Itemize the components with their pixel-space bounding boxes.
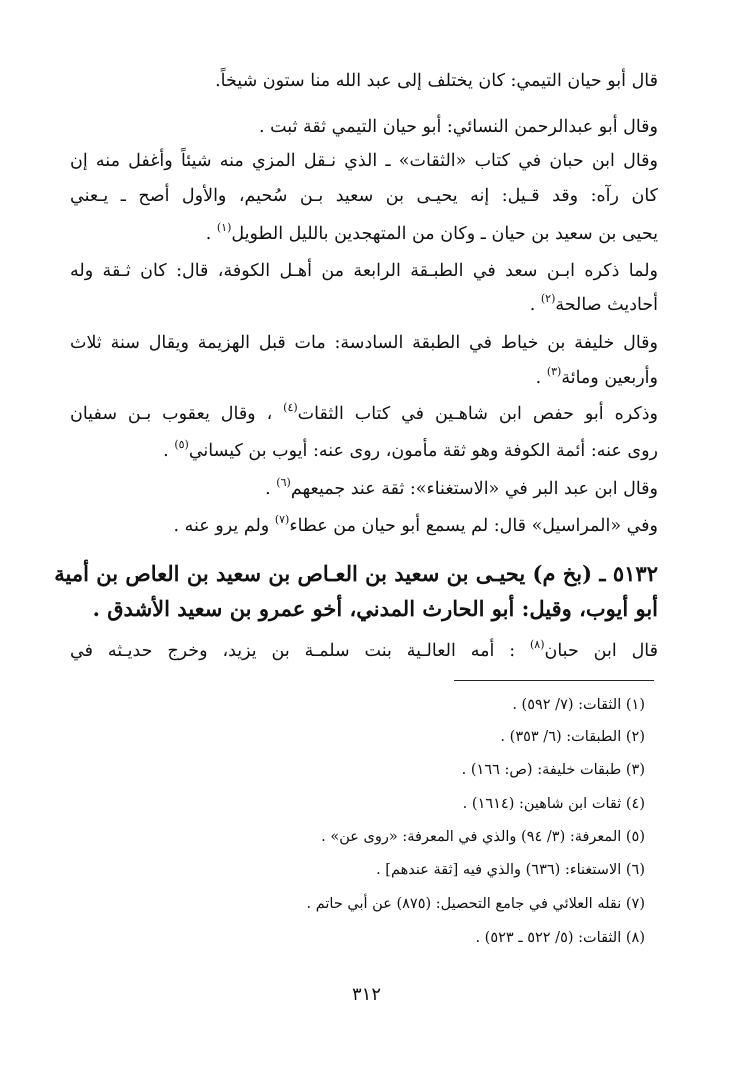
body-line-14 — [70, 636, 658, 666]
body-line-10 — [70, 399, 658, 429]
body-line-12-text: وقال ابن عبد البر في «الاستغناء»: ثقة عند جميعهم — [290, 479, 658, 499]
body-line-12-dot: . — [265, 479, 271, 499]
body-line-10-text-b: ، وقال يعقوب بـن سفيان — [70, 404, 273, 424]
footnote-ref-5: (٥) — [174, 438, 189, 451]
body-line-1: قال أبو حيان التيمي: كان يختلف إلى عبد الله منا ستون شيخاً. — [215, 71, 658, 91]
footnote-3: (٣) طبقات خليفة: (ص: ١٦٦) . — [461, 762, 645, 778]
footnote-5: (٥) المعرفة: (٣/ ٩٤) والذي في المعرفة: «روى عن» . — [321, 829, 645, 845]
body-line-4: كان رآه: وقد قـيل: إنه يحيـى بن سعيد بـن سُحيم، والأول أصح ـ يـعني — [70, 186, 658, 206]
entry-heading-line-2: أبو أيوب، وقيل: أبو الحارث المدني، أخو عمرو بن سعيد الأشدق . — [92, 596, 658, 621]
body-line-10-text-a: وذكره أبو حفص ابن شاهـين في كتاب الثقات — [297, 404, 658, 424]
footnote-6: (٦) الاستغناء: (٦٣٦) والذي فيه [ثقة عندهم] . — [376, 862, 645, 878]
page-number: ٣١٢ — [351, 984, 381, 1005]
body-line-9-text: وأربعين ومائة — [561, 368, 658, 388]
footnote-ref-3: (٣) — [546, 365, 562, 378]
body-line-11-dot: . — [163, 441, 169, 461]
body-line-6: ولما ذكره ابـن سعد في الطبـقة الرابعة من أهـل الكوفة، قال: كان ثـقة وله — [70, 261, 658, 281]
body-line-14-text-b: : أمه العالـية بنت سلمـة بن يزيد، وخرج حديـثه في — [70, 641, 516, 661]
body-line-13-text: وفي «المراسيل» قال: لم يسمع أبو حيان من عطاء — [289, 516, 658, 536]
footnote-ref-8: (٨) — [529, 638, 545, 651]
footnote-ref-4: (٤) — [283, 401, 298, 414]
footnote-4: (٤) ثقات ابن شاهين: (١٦١٤) . — [462, 796, 645, 812]
body-line-9-dot: . — [535, 368, 542, 388]
body-line-8: وقال خليفة بن خياط في الطبقة السادسة: مات قبل الهزيمة ويقال سنة ثلاث — [70, 333, 658, 353]
body-line-7-text: أحاديث صالحة — [555, 295, 658, 315]
body-line-11-text: روى عنه: أئمة الكوفة وهو ثقة مأمون، روى عنه: أيوب بن كيساني — [188, 441, 658, 461]
body-line-12 — [70, 474, 658, 504]
footnote-1: (١) الثقات: (٧/ ٥٩٢) . — [512, 697, 645, 713]
body-line-14-text-a: قال ابن حبان — [544, 641, 658, 661]
body-line-9 — [70, 363, 658, 393]
footnote-8: (٨) الثقات: (٥/ ٥٢٢ ـ ٥٢٣) . — [475, 930, 645, 946]
body-line-5 — [70, 219, 658, 249]
footnote-ref-2: (٢) — [540, 292, 556, 305]
footnote-separator — [454, 680, 654, 681]
body-line-11 — [70, 436, 658, 466]
body-line-5-text: يحيى بن سعيد بن حيان ـ وكان من المتهجدين بالليل الطويل — [231, 224, 658, 244]
body-line-7 — [70, 290, 658, 320]
body-line-2: وقال أبو عبدالرحمن النسائي: أبو حيان التيمي ثقة ثبت . — [258, 117, 658, 137]
body-line-3: وقال ابن حبان في كتاب «الثقات» ـ الذي نـقل المزي منه شيئاً وأغفل منه إن — [70, 151, 658, 171]
footnote-ref-6: (٦) — [276, 476, 291, 489]
footnote-ref-1: (١) — [216, 221, 232, 234]
footnote-7: (٧) نقله العلائي في جامع التحصيل: (٨٧٥) عن أبي حاتم . — [306, 896, 645, 912]
entry-heading-line-1: ٥١٣٢ ـ (بخ م) يحيـى بن سعيد بن العـاص بن سعيد بن العاص بن أمية — [54, 561, 658, 586]
body-line-7-dot: . — [529, 295, 536, 315]
body-line-5-dot: . — [205, 224, 212, 244]
body-line-13-tail: ولم يرو عنه . — [173, 516, 270, 536]
footnote-ref-7: (٧) — [274, 513, 290, 526]
body-line-13 — [70, 511, 658, 541]
footnote-2: (٢) الطبقات: (٦/ ٣٥٣) . — [500, 729, 645, 745]
